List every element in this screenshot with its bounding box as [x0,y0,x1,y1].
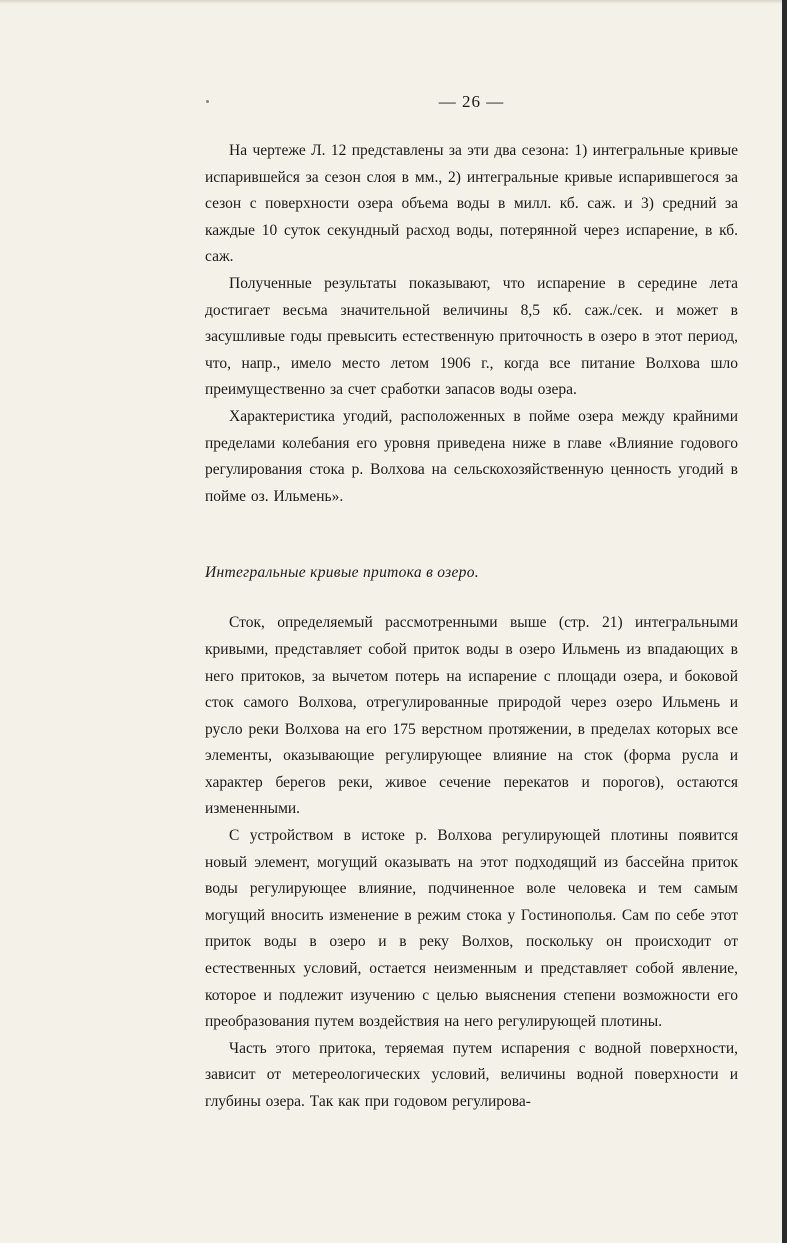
paragraph: Сток, определяемый рассмотренными выше (стр. 21) интегральными кривыми, представляет собой приток воды в озеро Ильмень из впадающих в него притоков, за вычетом потерь на испарение с площади озера, и боковой сток самого Волхова, отрегулированные природой через озеро Ильмень и русло реки Волхова на его 175 верстном протяжении, в пределах которых все элементы, оказывающие регулирующее влияние на сток (форма русла и характер берегов реки, живое сечение перекатов и порогов), остаются измененными. [205,614,738,818]
section-heading: Интегральные кривые притока в озеро. [205,564,479,582]
paragraph: На чертеже Л. 12 представлены за эти два сезона: 1) интегральные кривые испарившейся за сезон слоя в мм., 2) интегральные кривые испарившегося за сезон с поверхности озера объема воды в милл. кб. саж. и 3) средний за каждые 10 суток секундный расход воды, потерянной через испарение, в кб. саж. [205,142,738,266]
paragraph: Характеристика угодий, расположенных в пойме озера между крайними пределами колебания его уровня приведена ниже в главе «Влияние годового регулирования стока р. Волхова на сельскохозяйственную ценность угодий в пойме оз. Ильмень». [205,407,738,505]
scan-top-shadow [0,0,787,4]
scan-right-edge [782,0,787,1243]
page-number: — 26 — [438,92,505,111]
page-body [205,92,738,1116]
paragraph: Часть этого притока, теряемая путем испарения с водной поверхности, зависит от метереологических условий, величины водной поверхности и глубины озера. Так как при годовом регулирова- [205,1039,738,1110]
paragraph: Полученные результаты показывают, что испарение в середине лета достигает весьма значительной величины 8,5 кб. саж./сек. и может в засушливые годы превысить естественную приточность в озеро в этот период, что, напр., имело место летом 1906 г., когда все питание Волхова шло преимущественно за счет сработки запасов воды озера. [205,274,738,399]
paragraph: С устройством в истоке р. Волхова регулирующей плотины появится новый элемент, могущий оказывать на этот подходящий из бассейна приток воды регулирующее влияние, подчиненное воле человека и тем самым могущий вносить изменение в режим стока у Гостинополья. Сам по себе этот приток воды в озеро и в реку Волхов, поскольку он происходит от естественных условий, остается неизменным и представляет собой явление, которое и подлежит изучению с целью выяснения степени возможности его преобразования путем воздействия на него регулирующей плотины. [205,827,738,1031]
